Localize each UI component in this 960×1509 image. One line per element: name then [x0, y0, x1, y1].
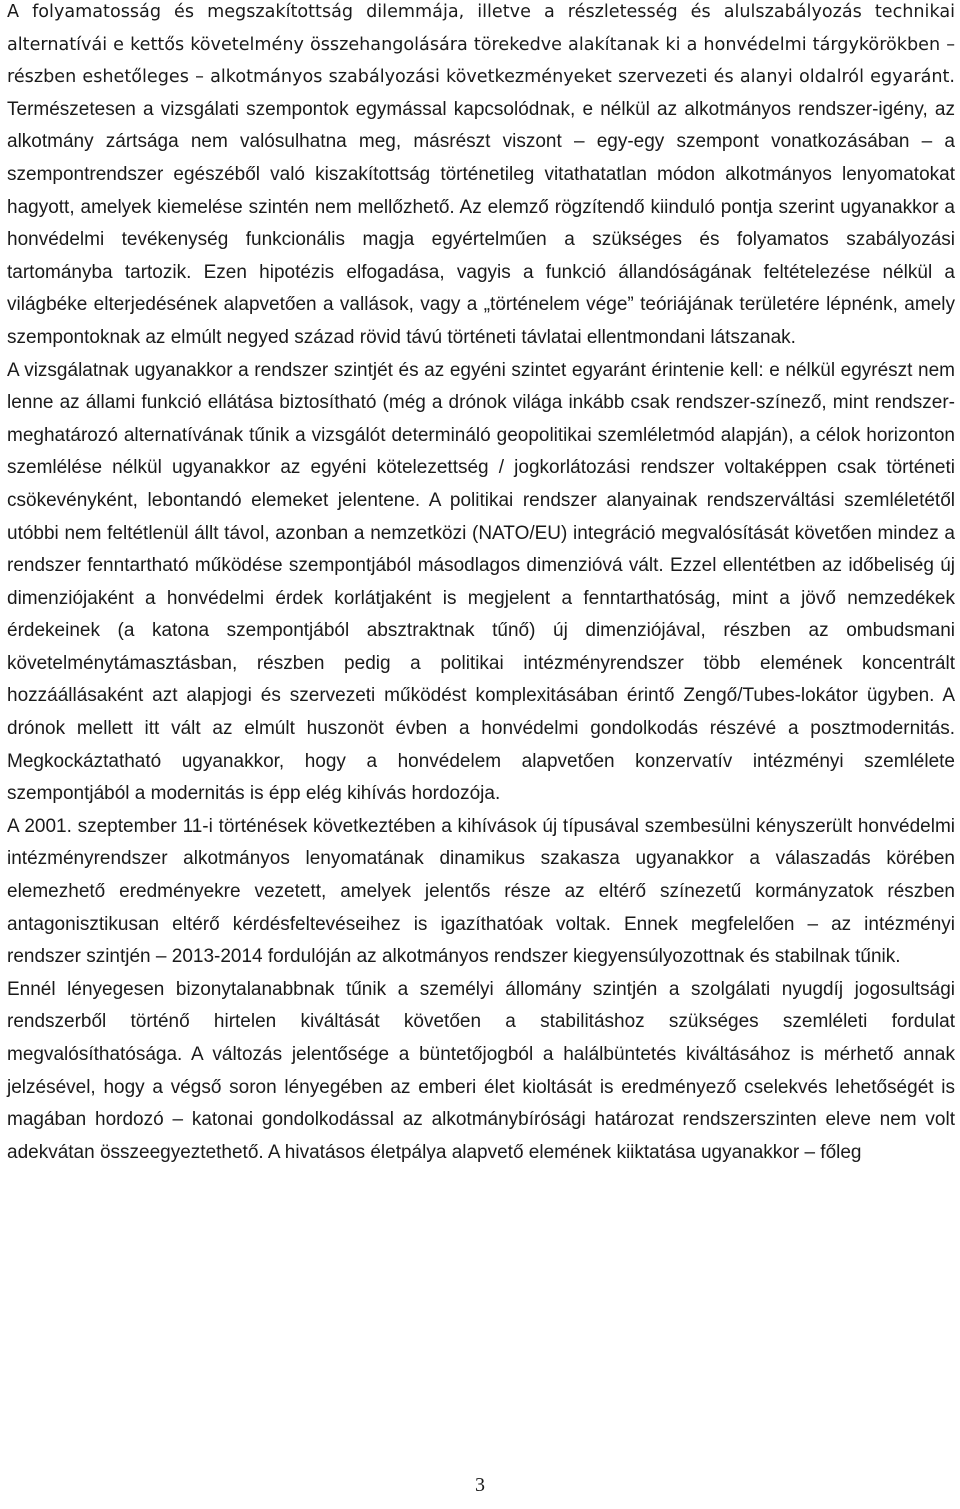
lead-sentence: A folyamatosság és megszakítottság dilemmája, illetve a részletesség és alulszabályozás technikai alternatívái e kettős követelmény összehangolására törekedve alakítanak ki a honvédelmi tárgykörökben – részben eshetőleges – alkotmányos szabályozási következményeket szervezeti és alanyi oldalról egyaránt.: [7, 2, 955, 88]
paragraph-2: A vizsgálatnak ugyanakkor a rendszer szintjét és az egyéni szintet egyaránt érintenie kell: e nélkül egyrészt nem lenne az állami funkció ellátása biztosítható (még a drónok világa inkább csak rendszer-színező, mint rendszer-meghatározó alternatívának tűnik a vizsgálót determináló geopolitikai szemléletmód alapján), a célok horizonton szemlélése nélkül ugyanakkor az egyéni kötelezettség / jogkorlátozási rendszer voltaképpen csak történeti csökevényként, lebontandó elemeket jelentene. A politikai rendszer alanyainak rendszerváltási szemléletétől utóbbi nem feltétlenül állt távol, azonban a nemzetközi (NATO/EU) integráció megvalósítását követően mindez a rendszer fenntartható működése szempontjából másodlagos dimenzióvá vált. Ezzel ellentétben az időbeliség új dimenziójaként a honvédelmi érdek korlátjaként is megjelent a fenntarthatóság, mint a jövő nemzedékek érdekeinek (a katona szempontjából absztraktnak tűnő) új dimenziójával, részben az ombudsmani követelménytámasztásban, részben pedig a politikai intézményrendszer több elemének koncentrált hozzáállásaként azt alapjogi és szervezeti működést komplexitásában érintő Zengő/Tubes-lokátor ügyben. A drónok mellett itt vált az elmúlt huszonöt évben a honvédelmi gondolkodás részévé a posztmodernitás. Megkockáztatható ugyanakkor, hogy a honvédelem alapvetően konzervatív intézményi szemlélete szempontjából a modernitás is épp elég kihívás hordozója.: [7, 359, 955, 805]
document-page: [7, 0, 955, 1169]
paragraph-intro: [7, 0, 955, 355]
paragraph-1-body: Természetesen a vizsgálati szempontok egymással kapcsolódnak, e nélkül az alkotmányos rendszer-igény, az alkotmány zártsága nem valósulhatna meg, másrészt viszont – egy-egy szempont vonatkozásában – a szempontrendszer egészéből való kiszakítottság történetileg vitathatatlan módon alkotmányos lenyomatokat hagyott, amelyek kiemelése szintén nem mellőzhető. Az elemző rögzítendő kiinduló pontja szerint ugyanakkor a honvédelmi tevékenység funkcionális magja egyértelműen a szükséges és folyamatos szabályozási tartományba tartozik. Ezen hipotézis elfogadása, vagyis a funkció állandóságának feltételezése nélkül a világbéke elterjedésének alapvetően a vallások, vagy a „történelem vége” teóriájának területére lépnénk, amely szempontoknak az elmúlt negyed század rövid távú történeti távlatai ellentmondani látszanak.: [7, 98, 955, 348]
paragraph-3: A 2001. szeptember 11-i történések következtében a kihívások új típusával szembesülni kényszerült honvédelmi intézményrendszer alkotmányos lenyomatának dinamikus szakasza ugyanakkor a válaszadás körében elemezhető eredményekre vezetett, amelyek jelentős része az eltérő színezetű kormányzatok részben antagonisztikusan eltérő kérdésfeltevéseihez is igazíthatóak voltak. Ennek megfelelően – az intézményi rendszer szintjén – 2013-2014 fordulóján az alkotmányos rendszer kiegyensúlyozottnak és stabilnak tűnik.: [7, 815, 955, 968]
page-number: 3: [475, 1474, 485, 1496]
paragraph-4: Ennél lényegesen bizonytalanabbnak tűnik a személyi állomány szintjén a szolgálati nyugdíj jogosultsági rendszerből történő hirtelen kiváltását követően a stabilitáshoz szükséges szemléleti fordulat megvalósíthatósága. A változás jelentősége a büntetőjogból a halálbüntetés kiváltásához is mérhető annak jelzésével, hogy a végső soron lényegében az emberi élet kioltását is eredményező cselekvés lehetőségét is magában hordozó – katonai gondolkodással az alkotmánybírósági határozat rendszerszinten eleve nem volt adekvátan összeegyeztethető. A hivatásos életpálya alapvető elemének kiiktatása ugyanakkor – főleg: [7, 978, 955, 1163]
